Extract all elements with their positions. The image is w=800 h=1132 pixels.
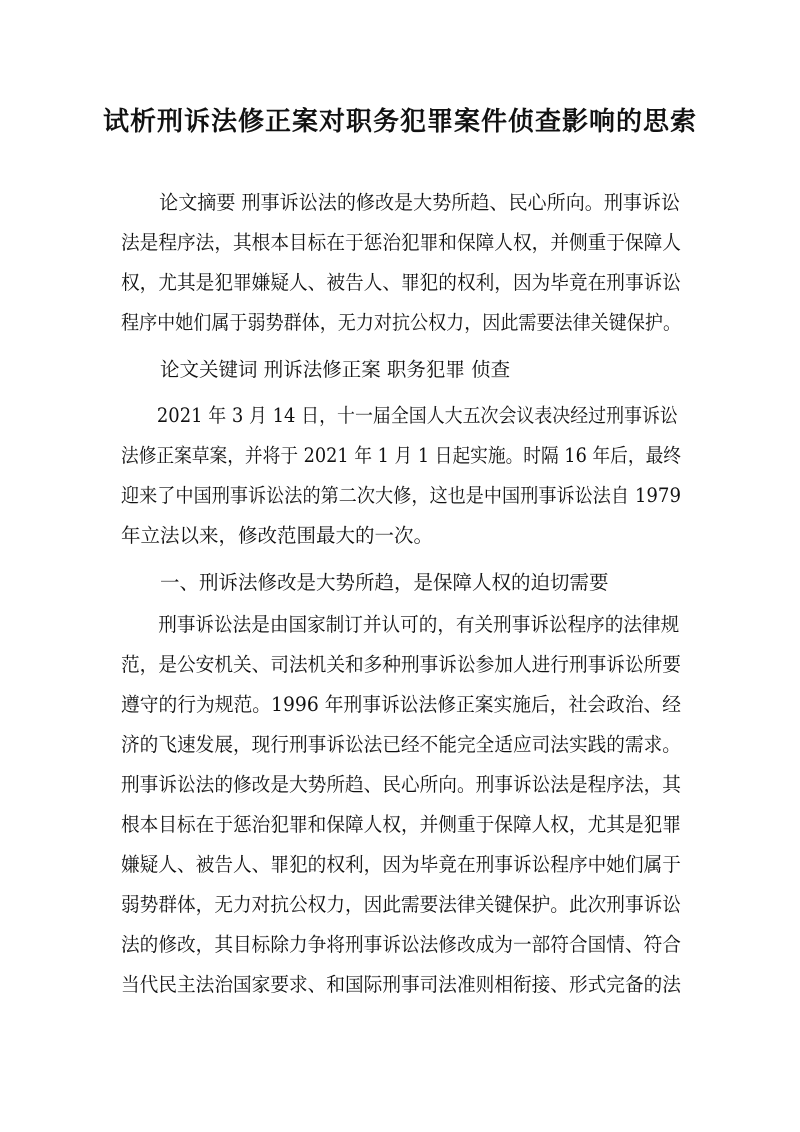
abstract-paragraph <box>121 183 681 343</box>
section-heading <box>121 563 681 603</box>
text-line: 刑事诉讼法的修改是大势所趋、民心所向。刑事诉讼法是程序法，其 <box>121 773 681 796</box>
text-line: 遵守的行为规范。1996 年刑事诉讼法修正案实施后，社会政治、经 <box>121 693 682 716</box>
text-line: 权，尤其是犯罪嫌疑人、被告人、罪犯的权利，因为毕竟在刑事诉讼 <box>121 271 681 294</box>
text-line: 弱势群体，无力对抗公权力，因此需要法律关键保护。此次刑事诉讼 <box>121 893 681 916</box>
text-line: 嫌疑人、被告人、罪犯的权利，因为毕竟在刑事诉讼程序中她们属于 <box>121 853 681 876</box>
body-paragraph <box>121 396 681 556</box>
text-line: 迎来了中国刑事诉讼法的第二次大修，这也是中国刑事诉讼法自 1979 <box>121 484 682 507</box>
text-line: 论文关键词 刑诉法修正案 职务犯罪 侦查 <box>160 358 511 381</box>
text-line: 程序中她们属于弱势群体，无力对抗公权力，因此需要法律关键保护。 <box>121 311 682 334</box>
text-line: 当代民主法治国家要求、和国际刑事司法准则相衔接、形式完备的法 <box>121 973 681 996</box>
text-line: 法是程序法，其根本目标在于惩治犯罪和保障人权，并侧重于保障人 <box>121 231 681 254</box>
text-line: 根本目标在于惩治犯罪和保障人权，并侧重于保障人权，尤其是犯罪 <box>121 813 681 836</box>
body-paragraph <box>121 605 681 1005</box>
text-line: 法的修改，其目标除力争将刑事诉讼法修改成为一部符合国情、符合 <box>121 933 681 956</box>
text-line: 法修正案草案，并将于 2021 年 1 月 1 日起实施。时隔 16 年后，最终 <box>121 444 681 467</box>
text-line: 范，是公安机关、司法机关和多种刑事诉讼参加人进行刑事诉讼所要 <box>121 653 681 676</box>
text-line: 刑事诉讼法是由国家制订并认可的，有关刑事诉讼程序的法律规 <box>158 613 680 636</box>
keywords-paragraph <box>121 350 681 390</box>
document-title: 试析刑诉法修正案对职务犯罪案件侦查影响的思索 <box>102 107 697 137</box>
text-line: 论文摘要 刑事诉讼法的修改是大势所趋、民心所向。刑事诉讼 <box>159 191 681 214</box>
text-line: 2021 年 3 月 14 日，十一届全国人大五次会议表决经过刑事诉讼 <box>156 404 678 427</box>
text-line: 年立法以来，修改范围最大的一次。 <box>121 524 434 547</box>
text-line: 济的飞速发展，现行刑事诉讼法已经不能完全适应司法实践的需求。 <box>121 733 681 756</box>
text-line: 一、刑诉法修改是大势所趋，是保障人权的迫切需要 <box>160 571 609 594</box>
